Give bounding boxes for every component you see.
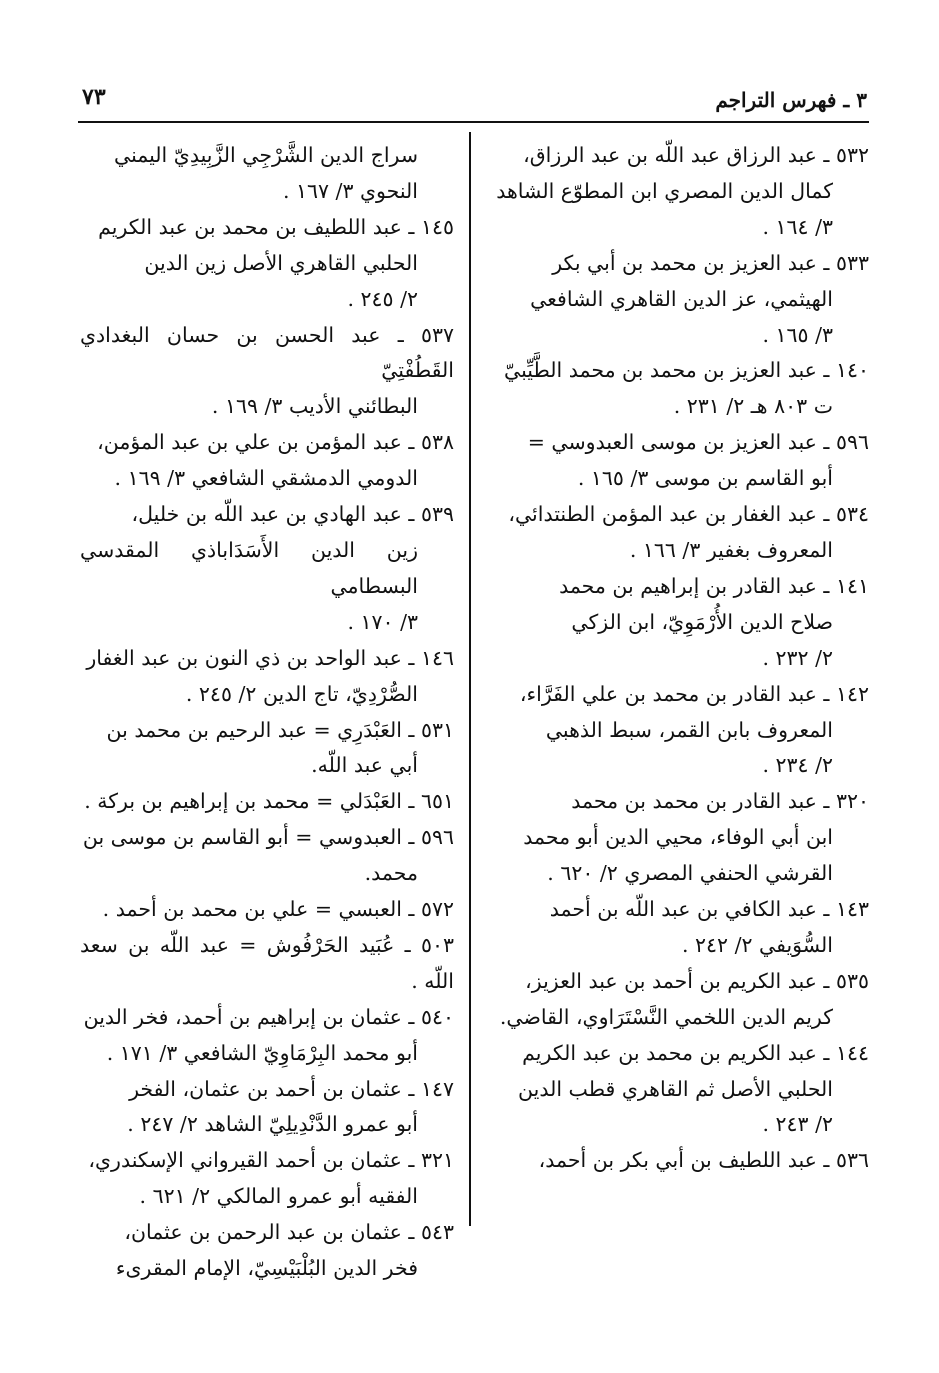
entry-continuation-line: كريم الدين اللخمي النَّسْتَرَاوي، القاضي. [499, 1004, 833, 1029]
entry-continuation-line: المعروف بابن القمر، سبط الذهبي [545, 717, 833, 742]
entry-continuation-line: ٣/ ١٧٠ . [347, 609, 418, 634]
index-entry [495, 138, 869, 246]
entry-continuation-line: أبو محمد البِرْمَاوِيّ الشافعي ٣/ ١٧١ . [106, 1040, 418, 1065]
entry-continuation-line: ابن أبي الوفاء، محيي الدين أبو محمد [523, 825, 833, 850]
index-entry [80, 497, 454, 641]
entry-continuation-line: الهيثمي، عز الدين القاهري الشافعي [530, 286, 833, 311]
entry-first-line: ٣٢٠ ـ عبد القادر بن محمد بن محمد [571, 789, 869, 814]
index-entry [80, 138, 454, 210]
entry-first-line: ٥٣٤ ـ عبد الغفار بن عبد المؤمن الطنتدائي، [508, 502, 869, 527]
entry-first-line: ١٤٦ ـ عبد الواحد بن ذي النون بن عبد الغفار [86, 645, 454, 670]
entry-continuation-line: البطائني الأديب ٣/ ١٦٩ . [211, 394, 418, 419]
index-entry [495, 246, 869, 354]
entry-continuation-line: المعروف بغفير ٣/ ١٦٦ . [629, 537, 833, 562]
entry-continuation-line: ٢/ ٢٤٥ . [347, 286, 418, 311]
index-entry [80, 713, 454, 785]
entry-first-line: ١٤٠ ـ عبد العزيز بن محمد بن محمد الطَّيِّبيّ [503, 358, 869, 383]
entry-continuation-line: الحلبي القاهري الأصل زين الدين [144, 250, 418, 275]
entry-continuation-line: محمد. [364, 861, 418, 886]
index-entry [495, 497, 869, 569]
entry-first-line: ١٤٧ ـ عثمان بن أحمد بن عثمان، الفخر [129, 1076, 454, 1101]
entry-first-line: ٥٣٦ ـ عبد اللطيف بن أبي بكر بن أحمد، [538, 1148, 869, 1173]
entry-continuation-line: ٣/ ١٦٥ . [762, 322, 833, 347]
index-entry [80, 928, 454, 1000]
index-entry [495, 964, 869, 1036]
entry-continuation-line: أبي عبد اللّه. [311, 753, 418, 778]
entry-continuation-line: النحوي ٣/ ١٦٧ . [282, 178, 418, 203]
column-divider [469, 132, 471, 1226]
index-entry [80, 210, 454, 318]
index-entry [495, 1036, 869, 1144]
entry-first-line: ٥٣٢ ـ عبد الرزاق عبد اللّه بن عبد الرزاق، [523, 143, 869, 167]
entry-first-line: ٥٣٨ ـ عبد المؤمن بن علي بن عبد المؤمن، [97, 430, 454, 455]
right-column [495, 138, 869, 1179]
entry-first-line: ٥٣٣ ـ عبد العزيز بن محمد بن أبي بكر [552, 250, 869, 275]
entry-continuation-line: كمال الدين المصري ابن المطوّع الشاهد [496, 178, 833, 203]
index-entry [80, 784, 454, 820]
entry-first-line: ٥٩٦ ـ العبدوسي = أبو القاسم بن موسى بن [82, 825, 454, 850]
entry-first-line: ٦٥١ ـ العَبْدَلي = محمد بن إبراهيم بن بركة . [84, 789, 454, 814]
index-entry [80, 820, 454, 892]
entry-first-line: ٥٠٣ ـ عُبَيد الحَرْفُوش = عبد اللّه بن سعد اللّه . [80, 932, 454, 993]
entry-first-line: ١٤٥ ـ عبد اللطيف بن محمد بن عبد الكريم [98, 214, 454, 239]
entry-continuation-line: الفقيه أبو عمرو المالكي ٢/ ٦٢١ . [139, 1184, 418, 1209]
entry-first-line: ٥٤٣ ـ عثمان بن عبد الرحمن بن عثمان، [124, 1220, 454, 1245]
entry-continuation-line: أبو القاسم بن موسى ٣/ ١٦٥ . [577, 466, 833, 491]
index-entry [80, 892, 454, 928]
index-entry [80, 1215, 454, 1287]
entry-continuation-line: زين الدين الأَسَدَاباذي المقدسي البسطامي [80, 537, 418, 598]
entry-continuation-line: ٢/ ٢٣٢ . [762, 645, 833, 670]
entry-continuation-line: ٢/ ٢٤٣ . [762, 1112, 833, 1137]
entry-first-line: ٥٧٢ ـ العبسي = علي بن محمد بن أحمد . [102, 897, 454, 922]
index-entry [80, 318, 454, 426]
entry-continuation-line: الحلبي الأصل ثم القاهري قطب الدين [518, 1076, 833, 1101]
entry-continuation-line: ٢/ ٢٣٤ . [762, 753, 833, 778]
entry-first-line: ١٤٢ ـ عبد القادر بن محمد بن علي الفَرَّاء، [519, 681, 869, 706]
index-entry [80, 641, 454, 713]
entry-first-line: ٥٣١ ـ العَبْدَرِي = عبد الرحيم بن محمد بن [106, 717, 454, 742]
entry-first-line: ٥٤٠ ـ عثمان بن إبراهيم بن أحمد، فخر الدين [83, 1004, 454, 1029]
entry-continuation-line: الدومي الدمشقي الشافعي ٣/ ١٦٩ . [114, 466, 418, 491]
entry-first-line: ٥٩٦ ـ عبد العزيز بن موسى العبدوسي = [527, 430, 869, 455]
page-number: ٧٣ [82, 84, 106, 110]
index-entry [80, 1000, 454, 1072]
index-entry [495, 784, 869, 892]
entry-first-line: ١٤٤ ـ عبد الكريم بن محمد بن عبد الكريم [522, 1040, 869, 1065]
entry-continuation-line: السُّوَيفي ٢/ ٢٤٢ . [681, 932, 833, 957]
entry-continuation-line: سراج الدين الشَّرْجِي الزَّبِيدِيّ اليمني [114, 143, 418, 167]
index-entry [80, 425, 454, 497]
entry-continuation-line: صلاح الدين الأُرْمَوِيّ، ابن الزكي [571, 609, 833, 634]
entry-first-line: ١٤١ ـ عبد القادر بن إبراهيم بن محمد [559, 573, 869, 598]
left-column [80, 138, 454, 1287]
entry-first-line: ٥٣٩ ـ عبد الهادي بن عبد اللّه بن خليل، [131, 502, 454, 527]
index-entry [80, 1143, 454, 1215]
entry-continuation-line: فخر الدين البُلْبَيْسِيّ، الإمام المقرىء [115, 1256, 418, 1281]
header-rule [78, 121, 869, 123]
entry-first-line: ٥٣٧ ـ عبد الحسن بن حسان البغدادي القَطُفْتِيّ [80, 322, 454, 383]
index-entry [495, 353, 869, 425]
index-entry [495, 1143, 869, 1179]
index-entry [495, 425, 869, 497]
entry-first-line: ٣٢١ ـ عثمان بن أحمد القيرواني الإسكندري، [88, 1148, 454, 1173]
entry-continuation-line: ٣/ ١٦٤ . [762, 214, 833, 239]
entry-continuation-line: الصُّرْدِيّ، تاج الدين ٢/ ٢٤٥ . [185, 681, 418, 706]
entry-continuation-line: أبو عمرو الدَّنْدِيلِيّ الشاهد ٢/ ٢٤٧ . [127, 1112, 418, 1137]
entry-first-line: ٥٣٥ ـ عبد الكريم بن أحمد بن عبد العزيز، [525, 968, 869, 993]
index-entry [495, 677, 869, 785]
entry-continuation-line: القرشي الحنفي المصري ٢/ ٦٢٠ . [547, 861, 833, 886]
index-entry [495, 569, 869, 677]
index-entry [80, 1072, 454, 1144]
section-title: ٣ ـ فهرس التراجم [715, 88, 867, 112]
entry-continuation-line: ت ٨٠٣ هـ ٢/ ٢٣١ . [673, 394, 833, 419]
index-entry [495, 892, 869, 964]
entry-first-line: ١٤٣ ـ عبد الكافي بن عبد اللّه بن أحمد [549, 897, 869, 922]
